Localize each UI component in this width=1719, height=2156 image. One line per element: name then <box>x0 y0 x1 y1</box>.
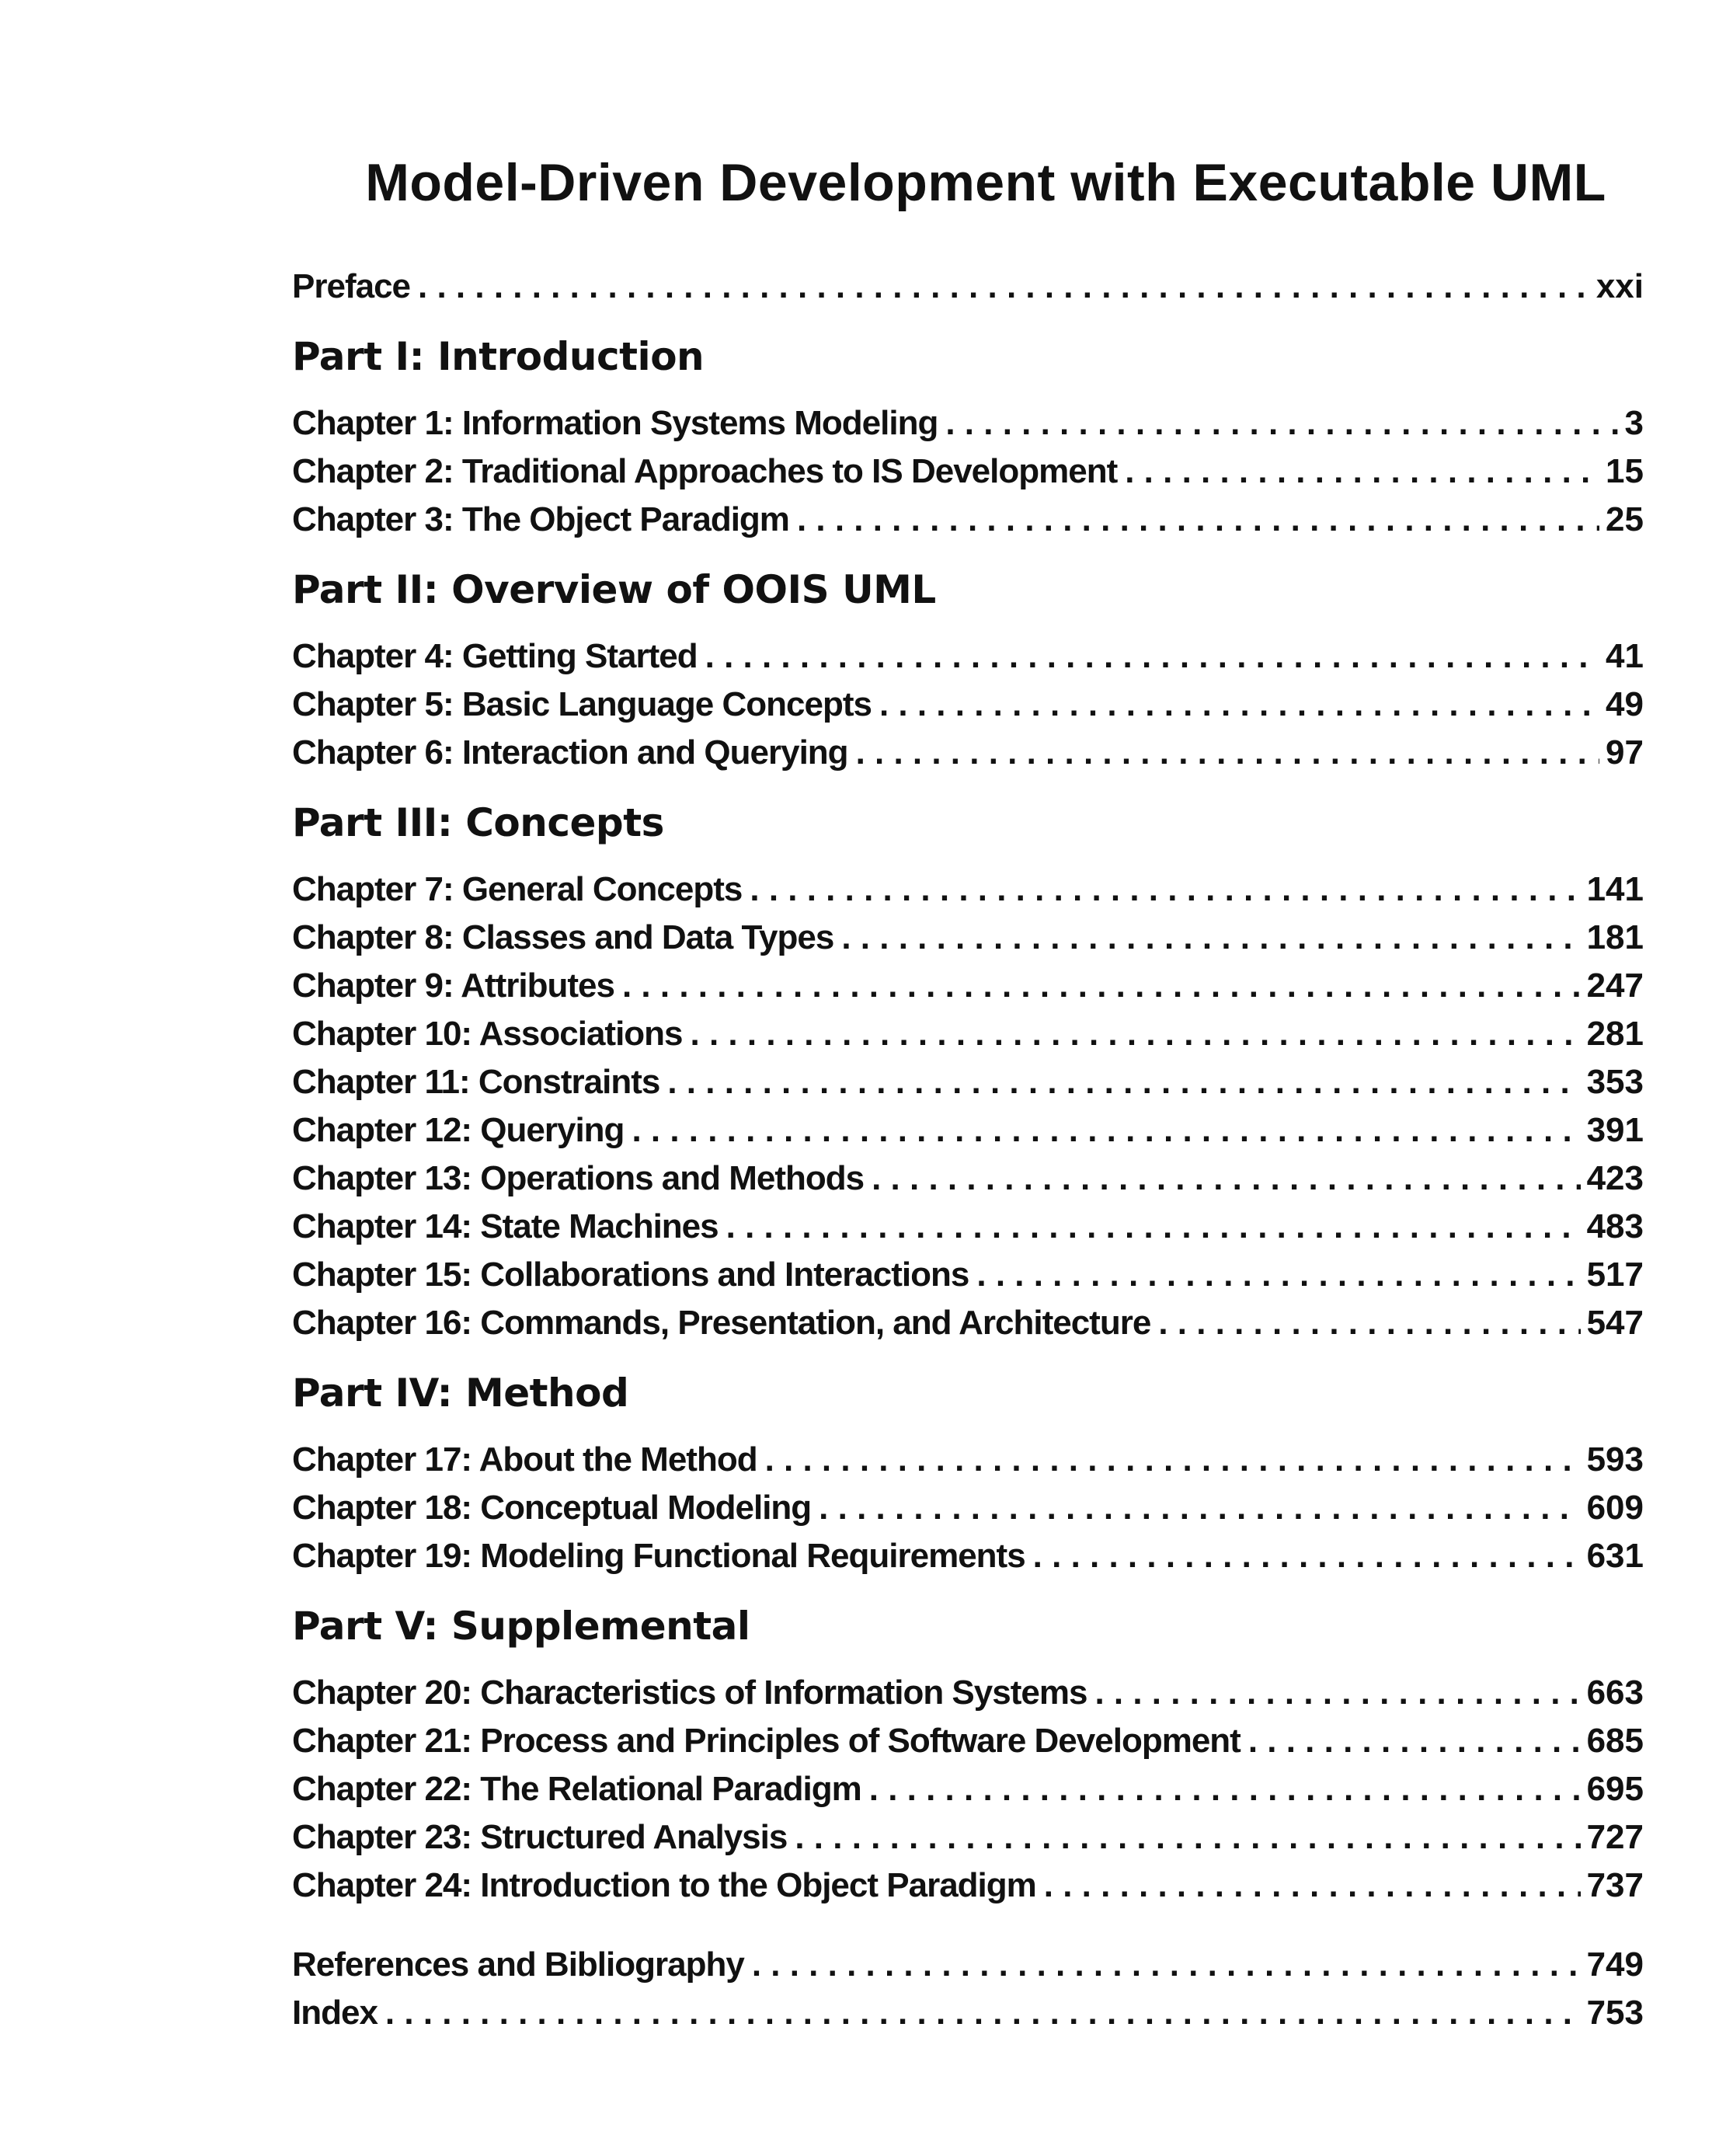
toc-entry-chapter-3[interactable] <box>292 496 1644 544</box>
toc-entry-label: Chapter 6: Interaction and Querying <box>292 733 848 771</box>
dot-leader <box>750 866 1580 914</box>
dot-leader <box>385 1989 1581 2037</box>
toc-entry-chapter-11[interactable] <box>292 1058 1644 1106</box>
toc-entry-page: 749 <box>1586 1945 1644 1984</box>
toc-entry-page: 685 <box>1586 1722 1644 1760</box>
toc-entry-page: 181 <box>1586 918 1644 956</box>
toc-entry-chapter-22[interactable] <box>292 1765 1644 1813</box>
dot-leader <box>667 1058 1580 1106</box>
dot-leader <box>632 1106 1580 1155</box>
toc-entry-label: Chapter 12: Querying <box>292 1111 625 1149</box>
toc-entry-chapter-10[interactable] <box>292 1010 1644 1058</box>
toc-entry-label: Chapter 9: Attributes <box>292 967 614 1005</box>
toc-entry-page: 547 <box>1586 1304 1644 1342</box>
dot-leader <box>856 729 1599 777</box>
toc-entry-label: Chapter 8: Classes and Data Types <box>292 918 834 956</box>
toc-entry-chapter-12[interactable] <box>292 1106 1644 1155</box>
dot-leader <box>872 1155 1580 1203</box>
dot-leader <box>726 1203 1581 1251</box>
dot-leader <box>797 496 1599 544</box>
dot-leader <box>976 1251 1580 1299</box>
dot-leader <box>795 1813 1580 1862</box>
toc-entry-page: 141 <box>1586 870 1644 908</box>
dot-leader <box>1158 1299 1580 1347</box>
toc-entry-page: 631 <box>1586 1537 1644 1575</box>
dot-leader <box>945 399 1618 448</box>
dot-leader <box>1044 1862 1581 1910</box>
dot-leader <box>1125 448 1599 496</box>
toc-entry-label: Chapter 1: Information Systems Modeling <box>292 404 938 442</box>
toc-entry-page: 727 <box>1586 1818 1644 1856</box>
toc-entry-label: Chapter 22: The Relational Paradigm <box>292 1770 861 1808</box>
toc-entry-page: 737 <box>1586 1866 1644 1904</box>
toc-entry-label: Chapter 20: Characteristics of Information Systems <box>292 1674 1087 1712</box>
toc-entry-index[interactable] <box>292 1989 1644 2037</box>
dot-leader <box>1094 1669 1580 1717</box>
toc-entry-page: 423 <box>1586 1159 1644 1197</box>
toc-entry-references[interactable] <box>292 1941 1644 1989</box>
dot-leader <box>691 1010 1581 1058</box>
toc-entry-chapter-2[interactable] <box>292 448 1644 496</box>
part-3-chapters <box>292 866 1644 1347</box>
toc-entry-page: 41 <box>1606 637 1644 675</box>
toc-entry-chapter-9[interactable] <box>292 962 1644 1010</box>
dot-leader <box>705 632 1599 681</box>
part-heading-1: Part I: Introduction <box>292 334 705 379</box>
dot-leader <box>1248 1717 1581 1765</box>
toc-entry-page: xxi <box>1595 267 1644 305</box>
toc-entry-label: Chapter 4: Getting Started <box>292 637 698 675</box>
toc-entry-label: Chapter 2: Traditional Approaches to IS Development <box>292 452 1118 490</box>
toc-entry-label: Chapter 11: Constraints <box>292 1063 660 1101</box>
toc-entry-label: Chapter 17: About the Method <box>292 1440 757 1479</box>
toc-entry-chapter-14[interactable] <box>292 1203 1644 1251</box>
part-2-chapters <box>292 632 1644 777</box>
toc-entry-chapter-18[interactable] <box>292 1484 1644 1532</box>
part-5-chapters <box>292 1669 1644 1910</box>
toc-entry-page: 483 <box>1586 1207 1644 1245</box>
dot-leader <box>622 962 1581 1010</box>
part-heading-4: Part IV: Method <box>292 1371 629 1416</box>
toc-entry-page: 609 <box>1586 1489 1644 1527</box>
toc-entry-label: Chapter 21: Process and Principles of Software Development <box>292 1722 1241 1760</box>
toc-entry-chapter-23[interactable] <box>292 1813 1644 1862</box>
toc-entry-page: 695 <box>1586 1770 1644 1808</box>
toc-entry-chapter-21[interactable] <box>292 1717 1644 1765</box>
toc-entry-page: 247 <box>1586 967 1644 1005</box>
dot-leader <box>1033 1532 1581 1580</box>
toc-entry-chapter-13[interactable] <box>292 1155 1644 1203</box>
toc-entry-chapter-5[interactable] <box>292 681 1644 729</box>
dot-leader <box>879 681 1599 729</box>
toc-entry-chapter-16[interactable] <box>292 1299 1644 1347</box>
toc-entry-page: 25 <box>1606 500 1644 538</box>
part-heading-3: Part III: Concepts <box>292 800 664 845</box>
back-matter <box>292 1941 1644 2037</box>
toc-entry-label: Chapter 18: Conceptual Modeling <box>292 1489 812 1527</box>
toc-entry-label: Chapter 16: Commands, Presentation, and Architecture <box>292 1304 1151 1342</box>
dot-leader <box>752 1941 1581 1989</box>
dot-leader <box>841 914 1580 962</box>
dot-leader <box>765 1436 1581 1484</box>
toc-entry-page: 593 <box>1586 1440 1644 1479</box>
part-heading-2: Part II: Overview of OOIS UML <box>292 567 936 612</box>
toc-entry-page: 391 <box>1586 1111 1644 1149</box>
toc-entry-label: Index <box>292 1994 378 2032</box>
toc-entry-page: 15 <box>1606 452 1644 490</box>
toc-entry-page: 281 <box>1586 1015 1644 1053</box>
toc-entry-page: 97 <box>1606 733 1644 771</box>
toc-entry-chapter-6[interactable] <box>292 729 1644 777</box>
toc-entry-label: Chapter 10: Associations <box>292 1015 683 1053</box>
toc-entry-label: Chapter 23: Structured Analysis <box>292 1818 788 1856</box>
toc-entry-label: Chapter 19: Modeling Functional Requirements <box>292 1537 1025 1575</box>
toc-entry-label: Chapter 24: Introduction to the Object Paradigm <box>292 1866 1036 1904</box>
part-heading-5: Part V: Supplemental <box>292 1604 750 1649</box>
toc-entry-label: Chapter 13: Operations and Methods <box>292 1159 865 1197</box>
toc-entry-label: References and Bibliography <box>292 1945 744 1984</box>
toc-entry-page: 663 <box>1586 1674 1644 1712</box>
toc-entry-label: Chapter 15: Collaborations and Interactions <box>292 1256 969 1294</box>
toc-entry-page: 3 <box>1624 404 1644 442</box>
toc-entry-label: Chapter 14: State Machines <box>292 1207 719 1245</box>
toc-entry-chapter-17[interactable] <box>292 1436 1644 1484</box>
dot-leader <box>418 263 1590 311</box>
toc-entry-chapter-7[interactable] <box>292 866 1644 914</box>
page-title: Model-Driven Development with Executable UML <box>365 153 1606 212</box>
toc-entry-chapter-20[interactable] <box>292 1669 1644 1717</box>
toc-entry-page: 353 <box>1586 1063 1644 1101</box>
toc-entry-label: Chapter 5: Basic Language Concepts <box>292 685 872 723</box>
toc-entry-chapter-4[interactable] <box>292 632 1644 681</box>
part-4-chapters <box>292 1436 1644 1580</box>
dot-leader <box>869 1765 1581 1813</box>
toc-entry-chapter-8[interactable] <box>292 914 1644 962</box>
toc-entry-page: 753 <box>1586 1994 1644 2032</box>
toc-entry-chapter-15[interactable] <box>292 1251 1644 1299</box>
toc-entry-chapter-1[interactable] <box>292 399 1644 448</box>
spacer <box>292 1910 1644 1941</box>
toc-entry-page: 517 <box>1586 1256 1644 1294</box>
toc-entry-label: Chapter 3: The Object Paradigm <box>292 500 789 538</box>
toc-entry-chapter-24[interactable] <box>292 1862 1644 1910</box>
toc-entry-chapter-19[interactable] <box>292 1532 1644 1580</box>
toc-entry-page: 49 <box>1606 685 1644 723</box>
part-1-chapters <box>292 399 1644 544</box>
toc-entry-label: Chapter 7: General Concepts <box>292 870 743 908</box>
toc-entry-label: Preface <box>292 267 411 305</box>
toc-entry-preface[interactable] <box>292 263 1644 311</box>
dot-leader <box>819 1484 1580 1532</box>
table-of-contents <box>292 148 1644 2037</box>
